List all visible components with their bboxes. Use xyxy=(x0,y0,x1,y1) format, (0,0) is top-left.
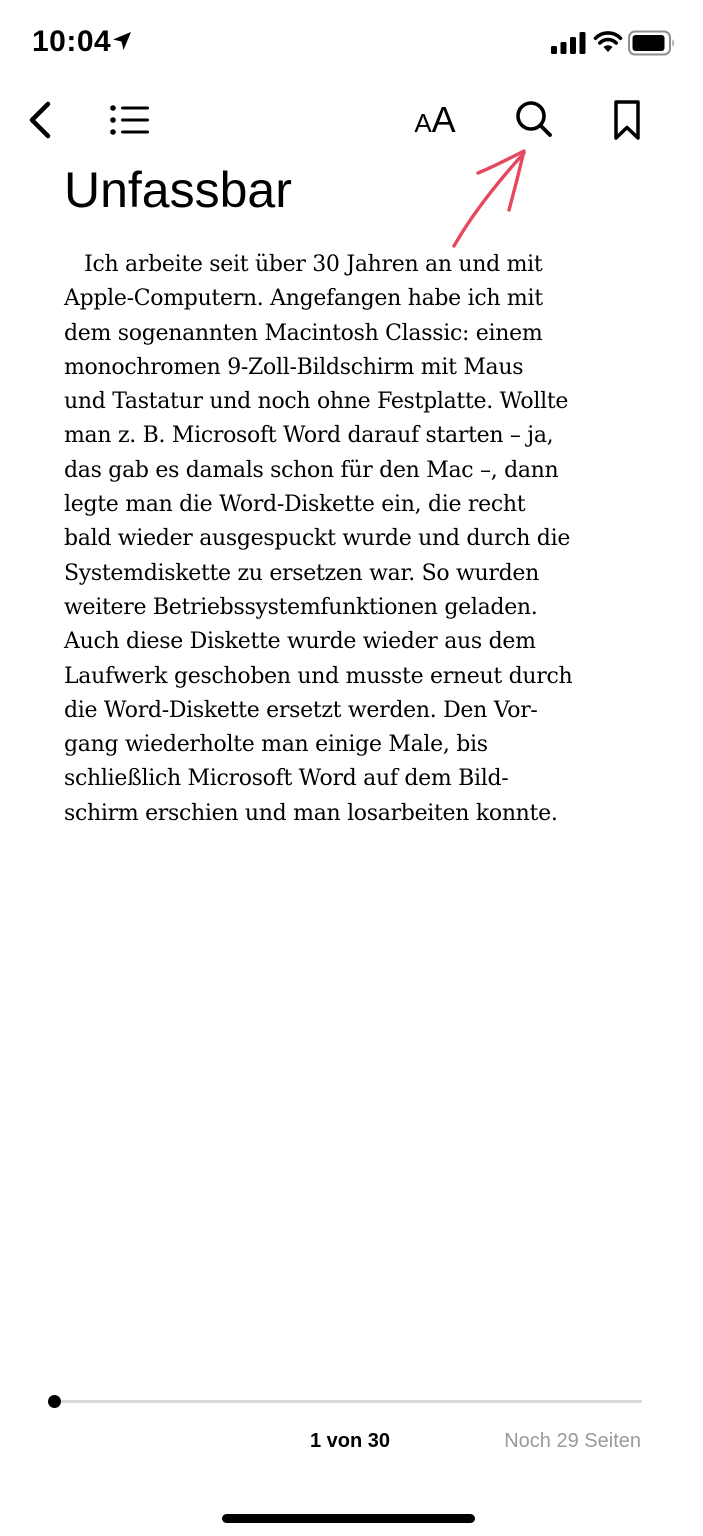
text-line: das gab es damals schon für den Mac –, dann xyxy=(64,457,559,483)
reading-progress-slider[interactable] xyxy=(54,1400,642,1403)
text-line: schirm erschien und man losarbeiten konnte. xyxy=(64,800,558,826)
text-line: schließlich Microsoft Word auf dem Bild- xyxy=(64,766,509,792)
pages-remaining: Noch 29 Seiten xyxy=(504,1430,641,1452)
bookmark-icon xyxy=(610,98,644,144)
text-line: Auch diese Diskette wurde wieder aus dem xyxy=(64,629,536,655)
progress-knob[interactable] xyxy=(48,1395,61,1408)
text-line: bald wieder ausgespuckt wurde und durch die xyxy=(64,526,571,552)
text-line: legte man die Word-Diskette ein, die recht xyxy=(64,492,526,518)
text-line: Laufwerk geschoben und musste erneut durch xyxy=(64,663,573,689)
text-line: dem sogenannten Macintosh Classic: einem xyxy=(64,320,543,346)
text-line: Ich arbeite seit über 30 Jahren an und mit xyxy=(64,252,543,277)
status-bar xyxy=(0,0,703,88)
font-small-letter: A xyxy=(414,108,432,138)
back-button[interactable] xyxy=(22,98,62,142)
search-icon xyxy=(512,98,556,142)
search-button[interactable] xyxy=(512,98,556,142)
text-line: monochromen 9-Zoll-Bildschirm mit Maus xyxy=(64,354,524,380)
chevron-left-icon xyxy=(22,98,62,142)
text-line: die Word-Diskette ersetzt werden. Den Vor- xyxy=(64,697,538,723)
cellular-signal-icon xyxy=(551,32,587,54)
text-line: Apple-Computern. Angefangen habe ich mit xyxy=(64,286,543,312)
reader-toolbar xyxy=(0,90,703,154)
font-settings-button[interactable] xyxy=(410,96,460,144)
list-icon xyxy=(106,100,152,140)
page-indicator: 1 von 30 xyxy=(309,1430,391,1452)
wifi-icon xyxy=(593,30,623,54)
font-big-letter: A xyxy=(431,99,456,140)
chapter-title: Unfassbar xyxy=(64,162,292,218)
text-line: Systemdiskette zu ersetzen war. So wurden xyxy=(64,560,540,586)
text-line: man z. B. Microsoft Word darauf starten – ja, xyxy=(64,423,554,449)
text-line: gang wiederholte man einige Male, bis xyxy=(64,732,488,758)
font-size-icon xyxy=(414,99,456,140)
table-of-contents-button[interactable] xyxy=(106,100,152,140)
text-line: und Tastatur und noch ohne Festplatte. Wollte xyxy=(64,389,569,415)
bookmark-button[interactable] xyxy=(610,98,644,144)
battery-icon xyxy=(628,30,676,56)
home-indicator[interactable] xyxy=(222,1514,475,1523)
text-line: weitere Betriebssystemfunktionen geladen. xyxy=(64,594,538,620)
location-arrow-icon xyxy=(111,30,133,52)
book-paragraph xyxy=(64,248,644,831)
hand-drawn-arrow-icon xyxy=(440,140,540,255)
status-time: 10:04 xyxy=(32,25,112,58)
